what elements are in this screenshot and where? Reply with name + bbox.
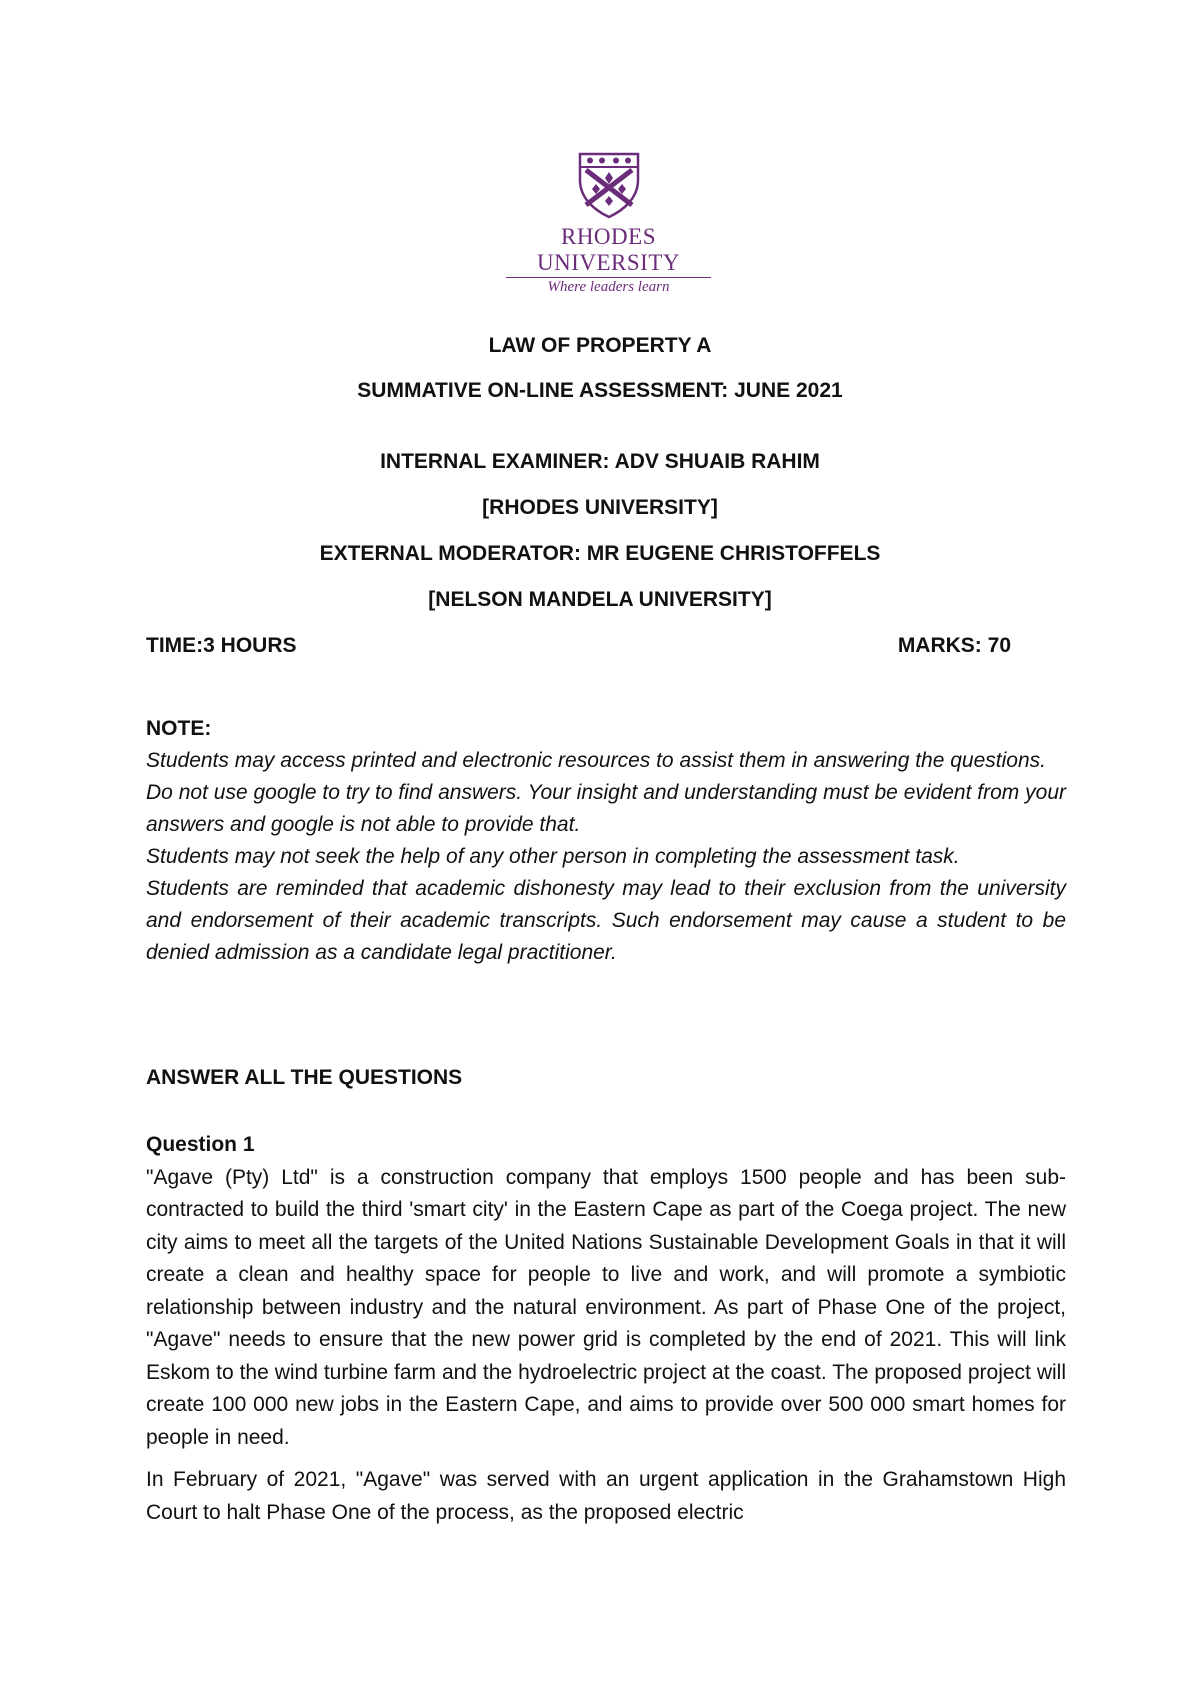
assessment-title: SUMMATIVE ON-LINE ASSESSMENT: JUNE 2021 [357, 379, 843, 402]
question-paragraph: In February of 2021, "Agave" was served with an urgent application in the Grahamstown High Court to halt Phase One of the process, as the proposed electric [146, 1468, 1066, 1524]
question-1 [146, 1129, 1066, 1529]
note-line: Do not use google to try to find answers. Your insight and understanding must be evident from your answers and google is not able to provide that. [146, 781, 1066, 836]
university-name: RHODES UNIVERSITY [537, 224, 680, 275]
question-paragraph: "Agave (Pty) Ltd" is a construction company that employs 1500 people and has been sub-contracted to build the third 'smart city' in the Eastern Cape as part of the Coega project. The new city aims to meet all the targets of the United Nations Sustainable Development Goals in that it will create a clean and healthy space for people to live and work, and will promote a symbiotic relationship between industry and the natural environment. As part of Phase One of the project, "Agave" needs to ensure that the new power grid is completed by the end of 2021. This will link Eskom to the wind turbine farm and the hydroelectric project at the coast. The proposed project will create 100 000 new jobs in the Eastern Cape, and aims to provide over 500 000 smart homes for people in need. [146, 1165, 1066, 1449]
note-line: Students may not seek the help of any other person in completing the assessment task. [146, 845, 960, 868]
exam-time: TIME:3 HOURS [146, 634, 297, 657]
external-affiliation: [NELSON MANDELA UNIVERSITY] [428, 588, 772, 611]
question-title: Question 1 [146, 1133, 255, 1156]
external-moderator: EXTERNAL MODERATOR: MR EUGENE CHRISTOFFELS [319, 542, 881, 565]
instructions-heading: ANSWER ALL THE QUESTIONS [146, 1066, 463, 1089]
course-title: LAW OF PROPERTY A [488, 334, 712, 357]
notes-section [146, 713, 1066, 969]
note-title: NOTE: [146, 717, 212, 740]
note-line: Students are reminded that academic dishonesty may lead to their exclusion from the university and endorsement of their academic transcripts. Such endorsement may cause a student to be denied admission as a candidate legal practitioner. [146, 877, 1066, 964]
university-logo [501, 150, 716, 295]
university-crest-icon [574, 150, 644, 220]
note-line: Students may access printed and electronic resources to assist them in answering the questions. [146, 749, 1046, 772]
internal-examiner: INTERNAL EXAMINER: ADV SHUAIB RAHIM [380, 450, 820, 473]
university-tagline: Where leaders learn [547, 279, 670, 295]
exam-marks: MARKS: 70 [897, 634, 1011, 657]
internal-affiliation: [RHODES UNIVERSITY] [482, 496, 718, 519]
